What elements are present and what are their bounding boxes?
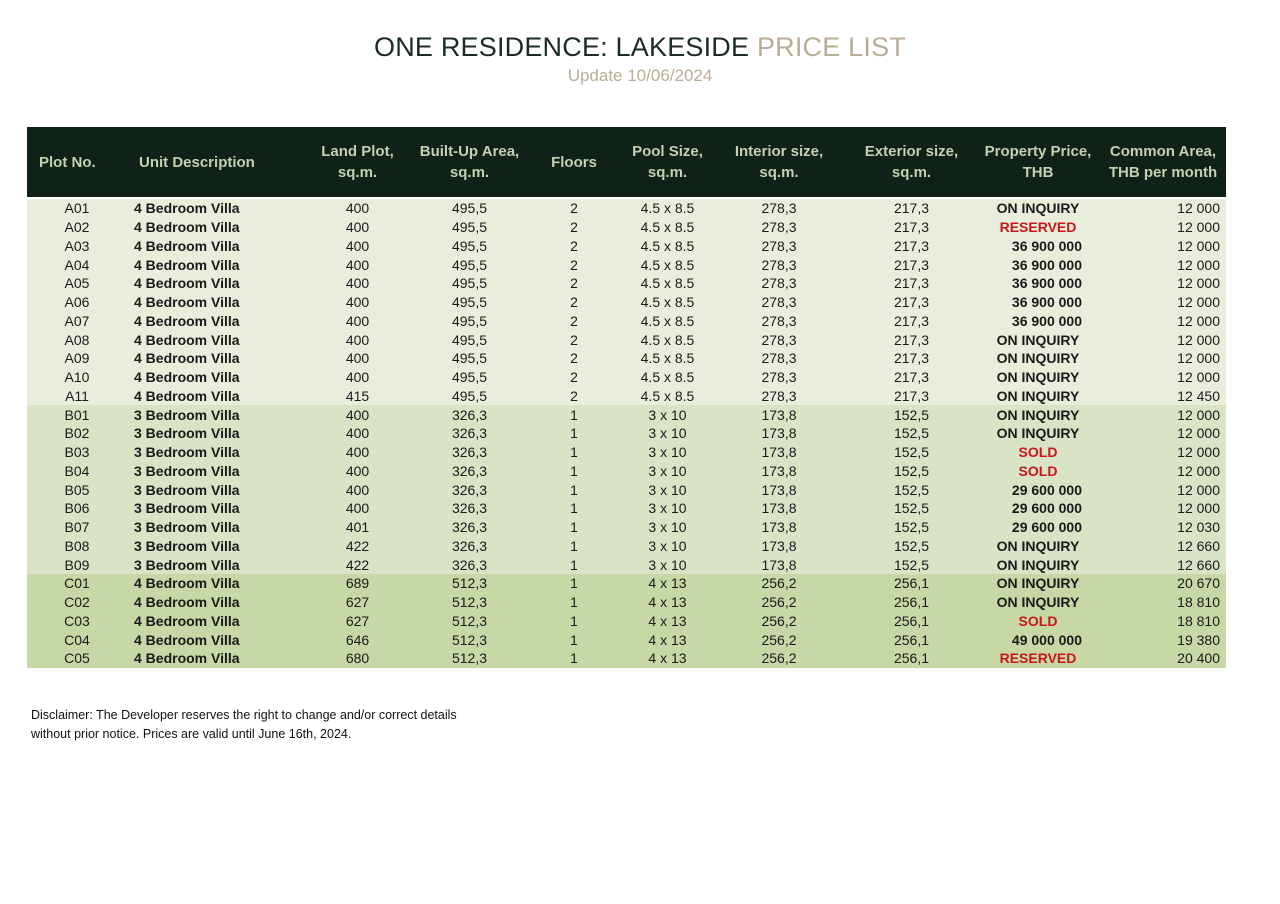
interior-cell: 173,8 xyxy=(711,443,847,462)
col-header-exterior: Exterior size, sq.m. xyxy=(847,127,976,197)
common-cell: 12 000 xyxy=(1100,349,1226,368)
table-row xyxy=(27,349,1226,368)
unit-desc-cell: 3 Bedroom Villa xyxy=(127,499,300,518)
exterior-cell: 217,3 xyxy=(847,237,976,256)
exterior-cell: 152,5 xyxy=(847,518,976,537)
floors-cell: 1 xyxy=(524,424,624,443)
interior-cell: 173,8 xyxy=(711,499,847,518)
pool-cell: 3 x 10 xyxy=(624,405,711,424)
pool-cell: 3 x 10 xyxy=(624,443,711,462)
pool-cell: 4.5 x 8.5 xyxy=(624,199,711,218)
exterior-cell: 256,1 xyxy=(847,574,976,593)
built-cell: 326,3 xyxy=(415,499,524,518)
plot-cell: C01 xyxy=(27,574,127,593)
price-table xyxy=(27,127,1226,668)
common-cell: 12 000 xyxy=(1100,255,1226,274)
common-cell: 12 000 xyxy=(1100,462,1226,481)
page-title xyxy=(0,32,1280,63)
plot-cell: A06 xyxy=(27,293,127,312)
exterior-cell: 217,3 xyxy=(847,199,976,218)
table-row xyxy=(27,499,1226,518)
land-cell: 400 xyxy=(300,274,415,293)
pool-cell: 4.5 x 8.5 xyxy=(624,274,711,293)
built-cell: 326,3 xyxy=(415,555,524,574)
exterior-cell: 217,3 xyxy=(847,387,976,406)
plot-cell: C03 xyxy=(27,612,127,631)
pool-cell: 4.5 x 8.5 xyxy=(624,387,711,406)
common-cell: 12 000 xyxy=(1100,293,1226,312)
floors-cell: 2 xyxy=(524,293,624,312)
exterior-cell: 217,3 xyxy=(847,255,976,274)
exterior-cell: 256,1 xyxy=(847,612,976,631)
common-cell: 12 000 xyxy=(1100,480,1226,499)
price-cell: 29 600 000 xyxy=(976,518,1100,537)
price-cell: ON INQUIRY xyxy=(976,368,1100,387)
plot-cell: A03 xyxy=(27,237,127,256)
price-cell: ON INQUIRY xyxy=(976,555,1100,574)
built-cell: 495,5 xyxy=(415,255,524,274)
land-cell: 400 xyxy=(300,462,415,481)
plot-cell: A01 xyxy=(27,199,127,218)
price-cell: ON INQUIRY xyxy=(976,574,1100,593)
floors-cell: 2 xyxy=(524,368,624,387)
price-cell: 36 900 000 xyxy=(976,274,1100,293)
table-row xyxy=(27,330,1226,349)
land-cell: 400 xyxy=(300,255,415,274)
common-cell: 12 000 xyxy=(1100,443,1226,462)
table-row xyxy=(27,443,1226,462)
floors-cell: 1 xyxy=(524,405,624,424)
built-cell: 495,5 xyxy=(415,368,524,387)
table-row xyxy=(27,255,1226,274)
price-cell: ON INQUIRY xyxy=(976,387,1100,406)
built-cell: 326,3 xyxy=(415,462,524,481)
common-cell: 12 000 xyxy=(1100,237,1226,256)
land-cell: 627 xyxy=(300,593,415,612)
common-cell: 18 810 xyxy=(1100,612,1226,631)
built-cell: 326,3 xyxy=(415,443,524,462)
interior-cell: 256,2 xyxy=(711,630,847,649)
common-cell: 18 810 xyxy=(1100,593,1226,612)
common-cell: 12 450 xyxy=(1100,387,1226,406)
pool-cell: 4 x 13 xyxy=(624,574,711,593)
price-cell: ON INQUIRY xyxy=(976,330,1100,349)
unit-desc-cell: 4 Bedroom Villa xyxy=(127,274,300,293)
common-cell: 12 000 xyxy=(1100,368,1226,387)
disclaimer-line-2: without prior notice. Prices are valid until June 16th, 2024. xyxy=(31,727,352,741)
table-row xyxy=(27,462,1226,481)
land-cell: 400 xyxy=(300,330,415,349)
unit-desc-cell: 4 Bedroom Villa xyxy=(127,330,300,349)
land-cell: 400 xyxy=(300,480,415,499)
plot-cell: A05 xyxy=(27,274,127,293)
table-row xyxy=(27,274,1226,293)
plot-cell: A11 xyxy=(27,387,127,406)
pool-cell: 4 x 13 xyxy=(624,612,711,631)
built-cell: 326,3 xyxy=(415,480,524,499)
plot-cell: C02 xyxy=(27,593,127,612)
col-header-pool: Pool Size, sq.m. xyxy=(624,127,711,197)
common-cell: 12 000 xyxy=(1100,199,1226,218)
land-cell: 422 xyxy=(300,555,415,574)
land-cell: 627 xyxy=(300,612,415,631)
col-header-interior: Interior size, sq.m. xyxy=(711,127,847,197)
interior-cell: 278,3 xyxy=(711,368,847,387)
table-row xyxy=(27,312,1226,331)
table-row xyxy=(27,593,1226,612)
interior-cell: 256,2 xyxy=(711,612,847,631)
interior-cell: 278,3 xyxy=(711,330,847,349)
table-body xyxy=(27,197,1226,668)
built-cell: 495,5 xyxy=(415,330,524,349)
plot-cell: C05 xyxy=(27,649,127,668)
table-row xyxy=(27,424,1226,443)
floors-cell: 1 xyxy=(524,574,624,593)
built-cell: 495,5 xyxy=(415,312,524,331)
col-header-floors: Floors xyxy=(524,127,624,197)
plot-cell: A04 xyxy=(27,255,127,274)
exterior-cell: 217,3 xyxy=(847,293,976,312)
common-cell: 12 000 xyxy=(1100,424,1226,443)
floors-cell: 1 xyxy=(524,480,624,499)
interior-cell: 278,3 xyxy=(711,199,847,218)
floors-cell: 2 xyxy=(524,199,624,218)
common-cell: 12 000 xyxy=(1100,330,1226,349)
floors-cell: 1 xyxy=(524,593,624,612)
land-cell: 400 xyxy=(300,443,415,462)
pool-cell: 3 x 10 xyxy=(624,518,711,537)
plot-cell: B08 xyxy=(27,537,127,556)
land-cell: 415 xyxy=(300,387,415,406)
interior-cell: 278,3 xyxy=(711,349,847,368)
land-cell: 400 xyxy=(300,424,415,443)
unit-desc-cell: 3 Bedroom Villa xyxy=(127,443,300,462)
unit-desc-cell: 3 Bedroom Villa xyxy=(127,518,300,537)
disclaimer-line-1: Disclaimer: The Developer reserves the right to change and/or correct details xyxy=(31,708,457,722)
floors-cell: 2 xyxy=(524,312,624,331)
table-row xyxy=(27,199,1226,218)
unit-desc-cell: 4 Bedroom Villa xyxy=(127,630,300,649)
floors-cell: 1 xyxy=(524,649,624,668)
interior-cell: 278,3 xyxy=(711,218,847,237)
common-cell: 12 660 xyxy=(1100,555,1226,574)
floors-cell: 1 xyxy=(524,630,624,649)
built-cell: 512,3 xyxy=(415,593,524,612)
pool-cell: 4 x 13 xyxy=(624,593,711,612)
price-cell: ON INQUIRY xyxy=(976,405,1100,424)
price-cell: ON INQUIRY xyxy=(976,424,1100,443)
pool-cell: 4.5 x 8.5 xyxy=(624,368,711,387)
floors-cell: 2 xyxy=(524,387,624,406)
interior-cell: 173,8 xyxy=(711,405,847,424)
interior-cell: 278,3 xyxy=(711,274,847,293)
built-cell: 326,3 xyxy=(415,518,524,537)
exterior-cell: 152,5 xyxy=(847,499,976,518)
col-header-price: Property Price, THB xyxy=(976,127,1100,197)
price-cell: 36 900 000 xyxy=(976,237,1100,256)
price-cell: RESERVED xyxy=(976,649,1100,668)
interior-cell: 173,8 xyxy=(711,424,847,443)
exterior-cell: 152,5 xyxy=(847,480,976,499)
floors-cell: 2 xyxy=(524,255,624,274)
plot-cell: B01 xyxy=(27,405,127,424)
exterior-cell: 152,5 xyxy=(847,537,976,556)
update-date: Update 10/06/2024 xyxy=(567,66,713,85)
land-cell: 400 xyxy=(300,312,415,331)
exterior-cell: 152,5 xyxy=(847,405,976,424)
built-cell: 512,3 xyxy=(415,630,524,649)
built-cell: 512,3 xyxy=(415,649,524,668)
floors-cell: 1 xyxy=(524,612,624,631)
plot-cell: B02 xyxy=(27,424,127,443)
table-header-row xyxy=(27,127,1226,197)
table-row xyxy=(27,649,1226,668)
land-cell: 400 xyxy=(300,218,415,237)
exterior-cell: 152,5 xyxy=(847,555,976,574)
price-cell: ON INQUIRY xyxy=(976,349,1100,368)
title-accent: PRICE LIST xyxy=(756,32,906,62)
built-cell: 326,3 xyxy=(415,537,524,556)
price-cell: ON INQUIRY xyxy=(976,199,1100,218)
land-cell: 689 xyxy=(300,574,415,593)
price-cell: SOLD xyxy=(976,612,1100,631)
unit-desc-cell: 4 Bedroom Villa xyxy=(127,255,300,274)
col-header-unit: Unit Description xyxy=(127,127,300,197)
pool-cell: 3 x 10 xyxy=(624,424,711,443)
built-cell: 495,5 xyxy=(415,274,524,293)
floors-cell: 1 xyxy=(524,462,624,481)
plot-cell: B09 xyxy=(27,555,127,574)
exterior-cell: 217,3 xyxy=(847,312,976,331)
common-cell: 12 030 xyxy=(1100,518,1226,537)
price-cell: ON INQUIRY xyxy=(976,537,1100,556)
exterior-cell: 256,1 xyxy=(847,593,976,612)
pool-cell: 4.5 x 8.5 xyxy=(624,293,711,312)
table-row xyxy=(27,368,1226,387)
land-cell: 400 xyxy=(300,199,415,218)
land-cell: 422 xyxy=(300,537,415,556)
built-cell: 495,5 xyxy=(415,218,524,237)
built-cell: 512,3 xyxy=(415,612,524,631)
col-header-land: Land Plot, sq.m. xyxy=(300,127,415,197)
land-cell: 400 xyxy=(300,499,415,518)
exterior-cell: 152,5 xyxy=(847,424,976,443)
pool-cell: 4.5 x 8.5 xyxy=(624,312,711,331)
table-row xyxy=(27,218,1226,237)
built-cell: 495,5 xyxy=(415,199,524,218)
interior-cell: 173,8 xyxy=(711,518,847,537)
floors-cell: 2 xyxy=(524,330,624,349)
plot-cell: A10 xyxy=(27,368,127,387)
land-cell: 400 xyxy=(300,405,415,424)
price-cell: SOLD xyxy=(976,462,1100,481)
price-cell: 36 900 000 xyxy=(976,293,1100,312)
table-row xyxy=(27,574,1226,593)
col-header-common: Common Area, THB per month xyxy=(1100,127,1226,197)
table-row xyxy=(27,387,1226,406)
common-cell: 20 400 xyxy=(1100,649,1226,668)
plot-cell: B05 xyxy=(27,480,127,499)
land-cell: 400 xyxy=(300,368,415,387)
unit-desc-cell: 4 Bedroom Villa xyxy=(127,612,300,631)
exterior-cell: 217,3 xyxy=(847,330,976,349)
built-cell: 326,3 xyxy=(415,405,524,424)
common-cell: 20 670 xyxy=(1100,574,1226,593)
exterior-cell: 152,5 xyxy=(847,443,976,462)
table-row xyxy=(27,405,1226,424)
built-cell: 326,3 xyxy=(415,424,524,443)
unit-desc-cell: 3 Bedroom Villa xyxy=(127,424,300,443)
built-cell: 512,3 xyxy=(415,574,524,593)
floors-cell: 2 xyxy=(524,349,624,368)
interior-cell: 278,3 xyxy=(711,387,847,406)
unit-desc-cell: 4 Bedroom Villa xyxy=(127,293,300,312)
unit-desc-cell: 3 Bedroom Villa xyxy=(127,555,300,574)
unit-desc-cell: 4 Bedroom Villa xyxy=(127,218,300,237)
interior-cell: 173,8 xyxy=(711,555,847,574)
plot-cell: A02 xyxy=(27,218,127,237)
table-row xyxy=(27,555,1226,574)
table-row xyxy=(27,237,1226,256)
plot-cell: B04 xyxy=(27,462,127,481)
land-cell: 400 xyxy=(300,237,415,256)
pool-cell: 3 x 10 xyxy=(624,462,711,481)
title-main: ONE RESIDENCE: LAKESIDE xyxy=(374,32,750,62)
floors-cell: 1 xyxy=(524,555,624,574)
table-row xyxy=(27,630,1226,649)
common-cell: 12 000 xyxy=(1100,274,1226,293)
interior-cell: 278,3 xyxy=(711,237,847,256)
interior-cell: 173,8 xyxy=(711,537,847,556)
unit-desc-cell: 3 Bedroom Villa xyxy=(127,405,300,424)
pool-cell: 3 x 10 xyxy=(624,555,711,574)
interior-cell: 256,2 xyxy=(711,649,847,668)
floors-cell: 1 xyxy=(524,443,624,462)
plot-cell: A07 xyxy=(27,312,127,331)
pool-cell: 4.5 x 8.5 xyxy=(624,237,711,256)
price-cell: SOLD xyxy=(976,443,1100,462)
pool-cell: 4.5 x 8.5 xyxy=(624,349,711,368)
land-cell: 400 xyxy=(300,293,415,312)
interior-cell: 173,8 xyxy=(711,462,847,481)
unit-desc-cell: 3 Bedroom Villa xyxy=(127,537,300,556)
floors-cell: 1 xyxy=(524,537,624,556)
built-cell: 495,5 xyxy=(415,387,524,406)
pool-cell: 3 x 10 xyxy=(624,537,711,556)
floors-cell: 2 xyxy=(524,218,624,237)
built-cell: 495,5 xyxy=(415,237,524,256)
pool-cell: 4 x 13 xyxy=(624,649,711,668)
pool-cell: 3 x 10 xyxy=(624,480,711,499)
common-cell: 12 000 xyxy=(1100,405,1226,424)
floors-cell: 1 xyxy=(524,499,624,518)
exterior-cell: 217,3 xyxy=(847,218,976,237)
pool-cell: 4.5 x 8.5 xyxy=(624,218,711,237)
disclaimer xyxy=(31,706,551,744)
plot-cell: A09 xyxy=(27,349,127,368)
table-row xyxy=(27,293,1226,312)
common-cell: 19 380 xyxy=(1100,630,1226,649)
price-cell: 49 000 000 xyxy=(976,630,1100,649)
land-cell: 400 xyxy=(300,349,415,368)
exterior-cell: 217,3 xyxy=(847,349,976,368)
unit-desc-cell: 4 Bedroom Villa xyxy=(127,593,300,612)
plot-cell: B07 xyxy=(27,518,127,537)
interior-cell: 256,2 xyxy=(711,574,847,593)
exterior-cell: 256,1 xyxy=(847,630,976,649)
unit-desc-cell: 3 Bedroom Villa xyxy=(127,462,300,481)
price-cell: 36 900 000 xyxy=(976,312,1100,331)
unit-desc-cell: 4 Bedroom Villa xyxy=(127,237,300,256)
floors-cell: 2 xyxy=(524,274,624,293)
land-cell: 680 xyxy=(300,649,415,668)
exterior-cell: 217,3 xyxy=(847,368,976,387)
floors-cell: 2 xyxy=(524,237,624,256)
exterior-cell: 152,5 xyxy=(847,462,976,481)
unit-desc-cell: 4 Bedroom Villa xyxy=(127,574,300,593)
pool-cell: 4.5 x 8.5 xyxy=(624,255,711,274)
exterior-cell: 217,3 xyxy=(847,274,976,293)
col-header-built: Built-Up Area, sq.m. xyxy=(415,127,524,197)
plot-cell: B06 xyxy=(27,499,127,518)
price-cell: 29 600 000 xyxy=(976,499,1100,518)
price-cell: 36 900 000 xyxy=(976,255,1100,274)
common-cell: 12 000 xyxy=(1100,218,1226,237)
unit-desc-cell: 4 Bedroom Villa xyxy=(127,312,300,331)
interior-cell: 278,3 xyxy=(711,255,847,274)
pool-cell: 4.5 x 8.5 xyxy=(624,330,711,349)
floors-cell: 1 xyxy=(524,518,624,537)
interior-cell: 278,3 xyxy=(711,293,847,312)
exterior-cell: 256,1 xyxy=(847,649,976,668)
unit-desc-cell: 4 Bedroom Villa xyxy=(127,349,300,368)
table-row xyxy=(27,480,1226,499)
plot-cell: C04 xyxy=(27,630,127,649)
common-cell: 12 000 xyxy=(1100,312,1226,331)
interior-cell: 278,3 xyxy=(711,312,847,331)
common-cell: 12 660 xyxy=(1100,537,1226,556)
unit-desc-cell: 4 Bedroom Villa xyxy=(127,387,300,406)
interior-cell: 173,8 xyxy=(711,480,847,499)
plot-cell: B03 xyxy=(27,443,127,462)
plot-cell: A08 xyxy=(27,330,127,349)
table-row xyxy=(27,612,1226,631)
table-row xyxy=(27,537,1226,556)
built-cell: 495,5 xyxy=(415,349,524,368)
land-cell: 401 xyxy=(300,518,415,537)
pool-cell: 4 x 13 xyxy=(624,630,711,649)
price-cell: ON INQUIRY xyxy=(976,593,1100,612)
interior-cell: 256,2 xyxy=(711,593,847,612)
unit-desc-cell: 4 Bedroom Villa xyxy=(127,368,300,387)
price-cell: 29 600 000 xyxy=(976,480,1100,499)
price-cell: RESERVED xyxy=(976,218,1100,237)
unit-desc-cell: 4 Bedroom Villa xyxy=(127,199,300,218)
common-cell: 12 000 xyxy=(1100,499,1226,518)
pool-cell: 3 x 10 xyxy=(624,499,711,518)
unit-desc-cell: 3 Bedroom Villa xyxy=(127,480,300,499)
land-cell: 646 xyxy=(300,630,415,649)
col-header-plot: Plot No. xyxy=(27,127,127,197)
table-row xyxy=(27,518,1226,537)
unit-desc-cell: 4 Bedroom Villa xyxy=(127,649,300,668)
built-cell: 495,5 xyxy=(415,293,524,312)
